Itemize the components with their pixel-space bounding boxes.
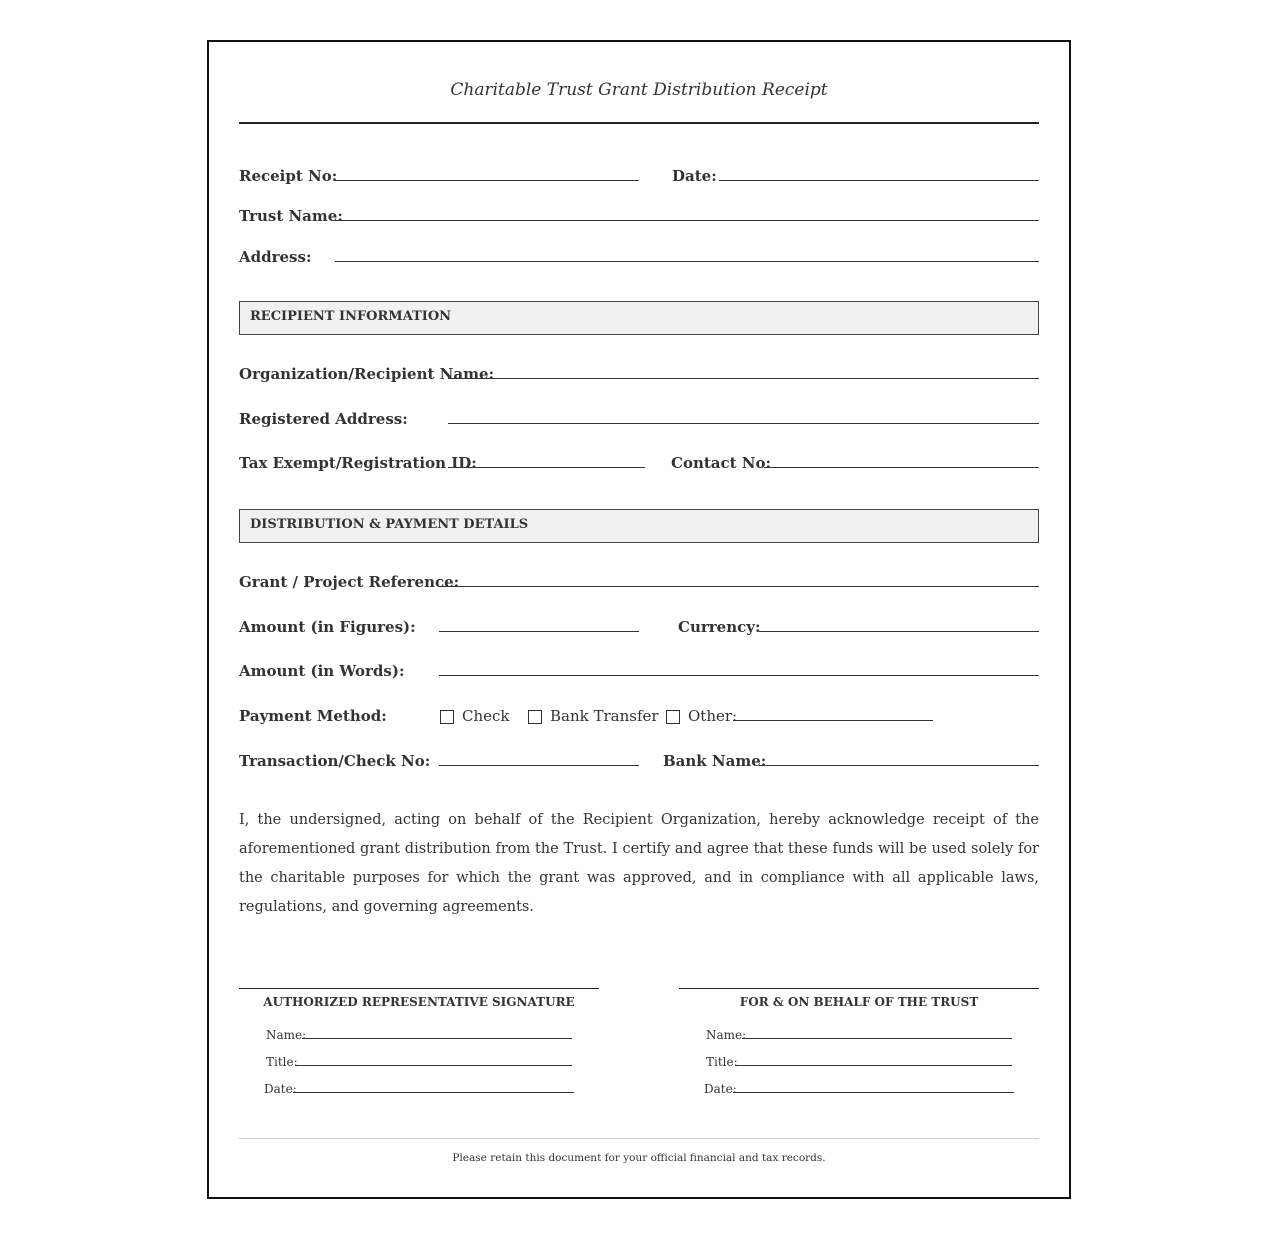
tax-id-label: Tax Exempt/Registration ID: bbox=[239, 454, 477, 472]
trust-signature-title: FOR & ON BEHALF OF THE TRUST bbox=[739, 995, 979, 1009]
contact-no-label: Contact No: bbox=[671, 454, 772, 472]
distribution-section-title: DISTRIBUTION & PAYMENT DETAILS bbox=[250, 517, 529, 532]
trust-date-label: Date: bbox=[704, 1082, 737, 1096]
trust-name-label: Trust Name: bbox=[239, 207, 343, 225]
org-name-field[interactable] bbox=[448, 378, 1039, 379]
receipt-no-field[interactable] bbox=[335, 180, 639, 181]
address-field[interactable] bbox=[335, 261, 1039, 262]
rep-date-field[interactable] bbox=[293, 1092, 574, 1093]
rep-title-field[interactable] bbox=[295, 1065, 572, 1066]
trust-title-label: Title: bbox=[706, 1055, 738, 1069]
amount-figures-label: Amount (in Figures): bbox=[239, 618, 416, 636]
amount-words-field[interactable] bbox=[439, 675, 1039, 676]
payment-method-label: Payment Method: bbox=[239, 707, 387, 725]
grant-reference-label: Grant / Project Reference: bbox=[239, 573, 460, 591]
bank-name-label: Bank Name: bbox=[663, 752, 767, 770]
bank-transfer-checkbox[interactable] bbox=[528, 710, 542, 724]
trust-name-sig-label: Name: bbox=[706, 1028, 747, 1042]
registered-address-label: Registered Address: bbox=[239, 410, 408, 428]
receipt-no-label: Receipt No: bbox=[239, 167, 338, 185]
bank-transfer-option-label: Bank Transfer bbox=[550, 707, 659, 725]
check-option-label: Check bbox=[462, 707, 510, 725]
footer-note: Please retain this document for your official financial and tax records. bbox=[452, 1152, 826, 1164]
amount-words-label: Amount (in Words): bbox=[239, 662, 405, 680]
registered-address-field[interactable] bbox=[448, 423, 1039, 424]
title-divider bbox=[239, 122, 1039, 124]
date-field[interactable] bbox=[719, 180, 1039, 181]
trust-name-sig-field[interactable] bbox=[742, 1038, 1012, 1039]
trust-title-field[interactable] bbox=[735, 1065, 1012, 1066]
receipt-page bbox=[207, 40, 1071, 1199]
currency-field[interactable] bbox=[759, 631, 1039, 632]
trust-signature-line[interactable] bbox=[679, 988, 1039, 989]
document-title: Charitable Trust Grant Distribution Receipt bbox=[450, 80, 828, 100]
other-checkbox[interactable] bbox=[666, 710, 680, 724]
other-method-field[interactable] bbox=[733, 720, 933, 721]
rep-name-field[interactable] bbox=[302, 1038, 572, 1039]
representative-signature-title: AUTHORIZED REPRESENTATIVE SIGNATURE bbox=[263, 995, 575, 1009]
tax-id-field[interactable] bbox=[448, 467, 645, 468]
footer-divider bbox=[239, 1138, 1039, 1139]
recipient-section-title: RECIPIENT INFORMATION bbox=[250, 309, 452, 324]
rep-name-label: Name: bbox=[266, 1028, 307, 1042]
representative-signature-line[interactable] bbox=[239, 988, 599, 989]
org-name-label: Organization/Recipient Name: bbox=[239, 365, 495, 383]
transaction-no-label: Transaction/Check No: bbox=[239, 752, 431, 770]
currency-label: Currency: bbox=[678, 618, 761, 636]
amount-figures-field[interactable] bbox=[439, 631, 639, 632]
bank-name-field[interactable] bbox=[759, 765, 1039, 766]
address-label: Address: bbox=[239, 248, 312, 266]
date-label: Date: bbox=[672, 167, 717, 185]
distribution-section-header bbox=[239, 509, 1039, 543]
trust-date-field[interactable] bbox=[733, 1092, 1014, 1093]
rep-date-label: Date: bbox=[264, 1082, 297, 1096]
grant-reference-field[interactable] bbox=[439, 586, 1039, 587]
trust-name-field[interactable] bbox=[335, 220, 1039, 221]
recipient-section-header bbox=[239, 301, 1039, 335]
other-option-label: Other: bbox=[688, 707, 738, 725]
acknowledgement-text: I, the undersigned, acting on behalf of the Recipient Organization, hereby acknowledge receipt of the aforementioned grant distribution from the Trust. I certify and agree that these funds will be used solely for the charitable purposes for which the grant was approved, and in compliance with all applicable laws, regulations, and governing agreements. bbox=[239, 812, 1039, 915]
contact-no-field[interactable] bbox=[764, 467, 1039, 468]
rep-title-label: Title: bbox=[266, 1055, 298, 1069]
check-checkbox[interactable] bbox=[440, 710, 454, 724]
transaction-no-field[interactable] bbox=[439, 765, 639, 766]
